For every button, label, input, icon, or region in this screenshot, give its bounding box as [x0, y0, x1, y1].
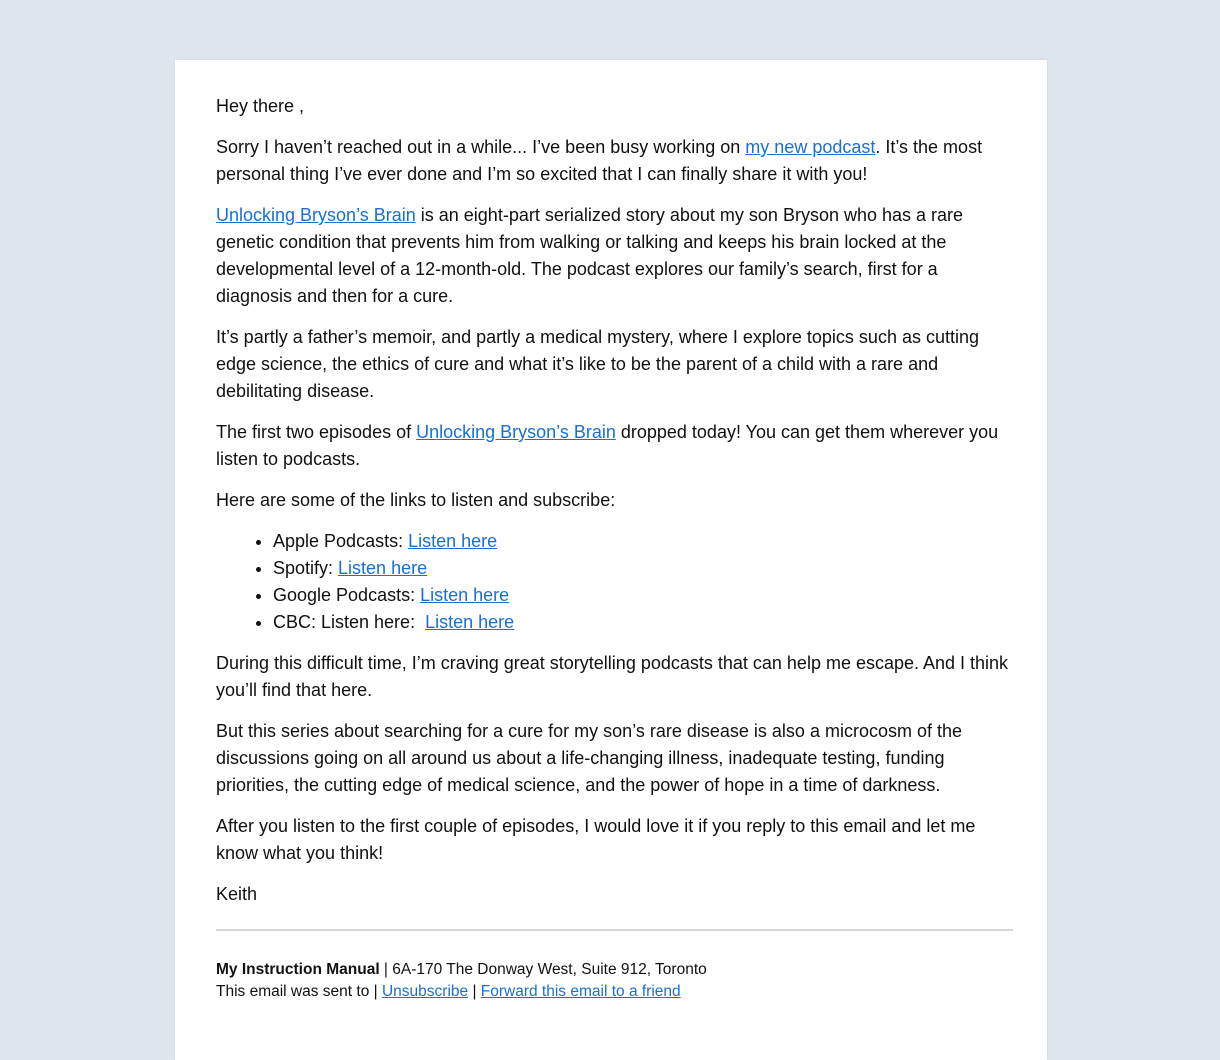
- email-footer: [216, 959, 1013, 1003]
- unsubscribe-link[interactable]: Unsubscribe: [381, 983, 469, 1000]
- list-item-cbc: • CBC: Listen here: Listen here: [273, 609, 1013, 636]
- spotify-link[interactable]: Listen here: [338, 558, 428, 578]
- podcast-title-link-2[interactable]: Unlocking Bryson’s Brain: [416, 422, 616, 442]
- org-name: My Instruction Manual: [216, 961, 380, 978]
- list-item-google: • Google Podcasts: Listen here: [273, 582, 1013, 609]
- signature: Keith: [216, 884, 258, 904]
- paragraph-escape: During this difficult time, I’m craving great storytelling podcasts that can help me escape. And I think you’ll find that here.: [216, 653, 1009, 700]
- footer-address-line: My Instruction Manual | 6A-170 The Donway West, Suite 912, Toronto: [216, 961, 707, 978]
- list-item-spotify: • Spotify: Listen here: [273, 555, 1013, 582]
- podcast-links-list: [216, 528, 1013, 636]
- list-item-apple: • Apple Podcasts: Listen here: [273, 528, 1013, 555]
- paragraph-reply: After you listen to the first couple of episodes, I would love it if you reply to this email and let me know what you think!: [216, 816, 976, 863]
- forward-email-link[interactable]: Forward this email to a friend: [480, 983, 681, 1000]
- paragraph-microcosm: But this series about searching for a cure for my son’s rare disease is also a microcosm of the discussions going on all around us about a life-changing illness, inadequate testing, funding priorities, the cutting edge of medical science, and the power of hope in a time of darkness.: [216, 721, 962, 795]
- email-body: [175, 60, 1047, 1060]
- paragraph-memoir: It’s partly a father’s memoir, and partly a medical mystery, where I explore topics such as cutting edge science, the ethics of cure and what it’s like to be the parent of a child with a rare and debilitating disease.: [216, 327, 979, 401]
- footer-divider: [216, 929, 1013, 931]
- new-podcast-link[interactable]: my new podcast: [745, 137, 876, 157]
- paragraph-description: Unlocking Bryson’s Brain is an eight-part serialized story about my son Bryson who has a rare genetic condition that prevents him from walking or talking and keeps his brain locked at the developmental level of a 12-month-old. The podcast explores our family’s search, first for a diagnosis and then for a cure.: [216, 205, 964, 306]
- google-podcasts-link[interactable]: Listen here: [420, 585, 510, 605]
- greeting: Hey there ,: [216, 96, 305, 116]
- paragraph-intro: Sorry I haven’t reached out in a while... I’ve been busy working on my new podcast. It’s the most personal thing I’ve ever done and I’m so excited that I can finally share it with you!: [216, 137, 983, 184]
- paragraph-episodes: The first two episodes of Unlocking Bryson’s Brain dropped today! You can get them wherever you listen to podcasts.: [216, 422, 999, 469]
- podcast-title-link[interactable]: Unlocking Bryson’s Brain: [216, 205, 416, 225]
- paragraph-links-intro: Here are some of the links to listen and subscribe:: [216, 490, 616, 510]
- apple-podcasts-link[interactable]: Listen here: [408, 531, 498, 551]
- cbc-link[interactable]: Listen here: [425, 612, 515, 632]
- footer-links-line: This email was sent to | Unsubscribe | Forward this email to a friend: [216, 983, 681, 1000]
